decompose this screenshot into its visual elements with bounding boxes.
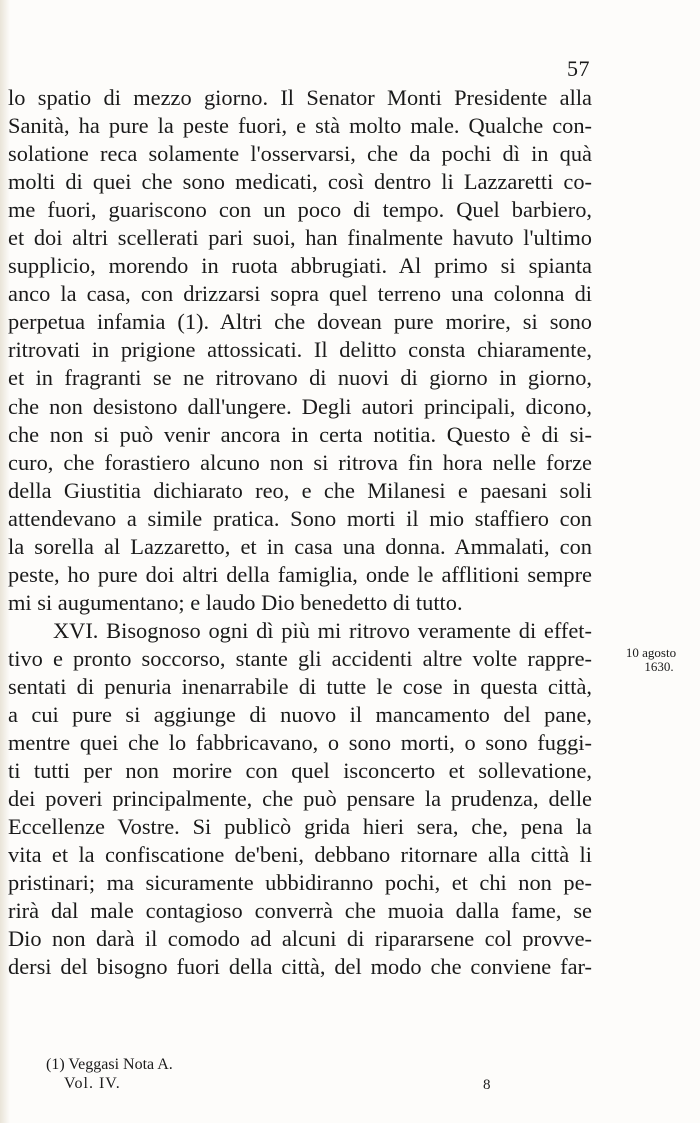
text-line: vita et la confiscatione de'beni, debbano ritornare alla città li <box>8 842 592 868</box>
margin-date-note <box>606 646 696 674</box>
text-line: pristinari; ma sicuramente ubbidiranno pochi, et chi non pe- <box>8 870 592 896</box>
text-line: me fuori, guariscono con un poco di tempo. Quel barbiero, <box>8 197 592 223</box>
text-line: della Giustitia dichiarato reo, e che Milanesi e paesani soli <box>8 477 592 503</box>
text-line: supplicio, morendo in ruota abbrugiati. Al primo si spianta <box>8 253 592 279</box>
text-line: tivo e pronto soccorso, stante gli accidenti altre volte rappre- <box>8 645 592 671</box>
text-line: curo, che forastiero alcuno non si ritrova fin hora nelle forze <box>8 449 592 475</box>
body-text <box>8 84 592 982</box>
margin-date: 10 agosto <box>625 645 677 660</box>
page-number: 57 <box>567 56 590 81</box>
text-line: et doi altri scellerati pari suoi, han finalmente havuto l'ultimo <box>8 225 592 251</box>
text-line: mentre quei che lo fabbricavano, o sono morti, o sono fuggi- <box>8 730 592 756</box>
text-line: et in fragranti se ne ritrovano di nuovi di giorno in giorno, <box>8 365 592 391</box>
text-line: Sanità, ha pure la peste fuori, e stà molto male. Qualche con- <box>8 113 592 139</box>
text-line: XVI. Bisognoso ogni dì più mi ritrovo veramente di effet- <box>53 617 592 643</box>
text-line: mi si augumentano; e laudo Dio benedetto di tutto. <box>8 589 463 615</box>
margin-year: 1630. <box>644 659 674 674</box>
text-line: attendevano a simile pratica. Sono morti il mio staffiero con <box>8 505 592 531</box>
text-line: dersi del bisogno fuori della città, del modo che conviene far- <box>8 954 592 980</box>
text-line: dei poveri principalmente, che può pensare la prudenza, delle <box>8 786 592 812</box>
text-line: la sorella al Lazzaretto, et in casa una donna. Ammalati, con <box>8 533 592 559</box>
footnote: (1) Veggasi Nota A. <box>46 1056 173 1073</box>
text-line: sentati di penuria inenarrabile di tutte le cose in questa città, <box>8 673 592 699</box>
volume-label: Vol. IV. <box>64 1075 121 1092</box>
text-line: lo spatio di mezzo giorno. Il Senator Monti Presidente alla <box>8 85 592 110</box>
text-line: che non desistono dall'ungere. Degli autori principali, dicono, <box>8 393 592 419</box>
text-line: Dio non darà il comodo ad alcuni di ripararsene col provve- <box>8 926 592 952</box>
signature-mark: 8 <box>483 1077 491 1093</box>
text-line: perpetua infamia (1). Altri che dovean pure morire, si sono <box>8 309 592 335</box>
text-line: che non si può venir ancora in certa notitia. Questo è di si- <box>8 421 592 447</box>
text-line: solatione reca solamente l'osservarsi, che da pochi dì in quà <box>8 141 592 167</box>
text-line: rirà dal male contagioso converrà che muoia dalla fame, se <box>8 898 592 924</box>
text-line: a cui pure si aggiunge di nuovo il mancamento del pane, <box>8 702 592 728</box>
text-line: ritrovati in prigione attossicati. Il delitto consta chiaramente, <box>8 337 592 363</box>
text-line: ti tutti per non morire con quel isconcerto et sollevatione, <box>8 758 592 784</box>
text-line: anco la casa, con drizzarsi sopra quel terreno una colonna di <box>8 281 592 307</box>
text-line: peste, ho pure doi altri della famiglia, onde le afflitioni sempre <box>8 561 592 587</box>
text-line: molti di quei che sono medicati, così dentro li Lazzaretti co- <box>8 169 592 195</box>
text-line: Eccellenze Vostre. Si publicò grida hieri sera, che, pena la <box>8 814 592 840</box>
